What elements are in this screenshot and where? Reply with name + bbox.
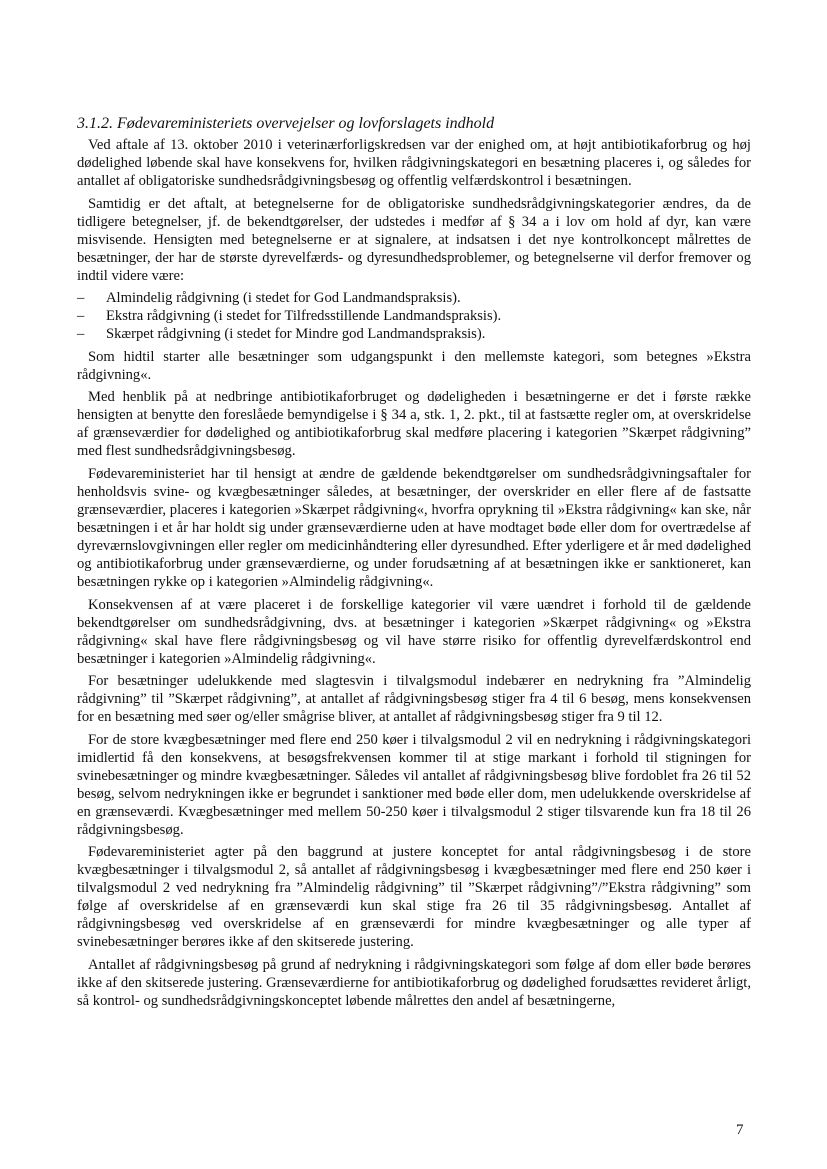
dash-bullet-icon: – [77, 326, 85, 343]
list-item-text: Ekstra rådgivning (i stedet for Tilfredsstillende Landmandspraksis). [106, 308, 502, 325]
list-item-text: Skærpet rådgivning (i stedet for Mindre god Landmandspraksis). [106, 326, 486, 343]
paragraph: For besætninger udelukkende med slagtesvin i tilvalgsmodul indebærer en nedrykning fra ”Almindelig rådgivning” til ”Skærpet rådgivning”, at antallet af rådgivningsbesøg stiger fra 4 til 6 besøg, mens konsekvensen for en besætning med søer og/eller smågrise bliver, at antallet af rådgivningsbesøg stiger fra 9 til 12. [77, 673, 751, 726]
document-page [77, 114, 751, 1015]
paragraph: For de store kvægbesætninger med flere end 250 køer i tilvalgsmodul 2 vil en nedrykning i rådgivningskategori imidlertid få den konsekvens, at besøgsfrekvensen kommer til at stige markant i forhold til stigningen for svinebesætninger og mindre kvægbesætninger. Således vil antallet af rådgivningsbesøg blive fordoblet fra 26 til 52 besøg, selvom nedrykningen ikke er begrundet i sanktioner med bøde eller dom, men udelukkende overskridelse af en grænseværdi. Kvægbesætninger med mellem 50-250 køer i tilvalgsmodul 2 stiger tilsvarende kun fra 18 til 26 rådgivningsbesøg. [77, 731, 751, 838]
list-item [77, 325, 751, 343]
page-number: 7 [736, 1122, 744, 1138]
paragraph: Som hidtil starter alle besætninger som udgangspunkt i den mellemste kategori, som betegnes »Ekstra rådgivning«. [77, 348, 751, 383]
list-item [77, 289, 751, 307]
paragraph: Ved aftale af 13. oktober 2010 i veterinærforligskredsen var der enighed om, at højt antibiotikaforbrug og høj dødelighed løbende skal have konsekvens for, hvilken rådgivningskategori en besætning placeres i, og således for antallet af obligatoriske sundhedsrådgivningsbesøg og offentlig velfærdskontrol i besætningen. [77, 137, 751, 189]
section-heading: 3.1.2. Fødevareministeriets overvejelser og lovforslagets indhold [77, 115, 495, 132]
category-list [77, 289, 751, 343]
dash-bullet-icon: – [77, 308, 85, 325]
list-item [77, 307, 751, 325]
paragraph: Antallet af rådgivningsbesøg på grund af nedrykning i rådgivningskategori som følge af dom eller bøde berøres ikke af den skitserede justering. Grænseværdierne for antibiotikaforbrug og dødelighed forudsættes revideret årligt, så kontrol- og sundhedsrådgivningskonceptet løbende målrettes den andel af besætningerne, [77, 956, 751, 1009]
list-item-text: Almindelig rådgivning (i stedet for God Landmandspraksis). [106, 290, 461, 307]
paragraph: Samtidig er det aftalt, at betegnelserne for de obligatoriske sundhedsrådgivningskategorier ændres, da de tidligere betegnelser, jf. de bekendtgørelser, der udstedes i medfør af § 34 a i lov om hold af dyr, kan være misvisende. Hensigten med betegnelserne er at signalere, at indsatsen i det nye kontrolkoncept målrettes de besætninger, der har de største dyrevelfærds- og dyresundhedsproblemer, og betegnelserne vil derfor fremover og indtil videre være: [77, 195, 751, 284]
paragraph: Konsekvensen af at være placeret i de forskellige kategorier vil være uændret i forhold til de gældende bekendtgørelser om sundhedsrådgivning, dvs. at besætninger i kategorien »Skærpet rådgivning« og »Ekstra rådgivning« skal have flere rådgivningsbesøg og vil have større risiko for offentlig dyrevelfærdskontrol end besætninger i kategorien »Almindelig rådgivning«. [77, 596, 751, 667]
paragraph: Med henblik på at nedbringe antibiotikaforbruget og dødeligheden i besætningerne er det i første række hensigten at benytte den foreslåede bemyndigelse i § 34 a, stk. 1, 2. pkt., til at fastsætte regler om, at overskridelse af grænseværdier for dødelighed og antibiotikaforbrug skal medføre placering i kategorien ”Skærpet rådgivning” med flest sundhedsrådgivningsbesøg. [77, 389, 751, 460]
paragraph: Fødevareministeriet agter på den baggrund at justere konceptet for antal rådgivningsbesøg i de store kvægbesætninger i tilvalgsmodul 2, så antallet af rådgivningsbesøg i kvægbesætninger med flere end 250 køer i tilvalgsmodul 2 ved nedrykning fra ”Almindelig rådgivning” til ”Skærpet rådgivning”/”Ekstra rådgivning” som følge af overskridelse af en grænseværdi kun skal stige fra 26 til 35 rådgivningsbesøg. Antallet af rådgivningsbesøg ved overskridelse af en grænseværdi for mindre kvægbesætninger og alle typer af svinebesætninger berøres ikke af den skitserede justering. [77, 844, 751, 951]
paragraph: Fødevareministeriet har til hensigt at ændre de gældende bekendtgørelser om sundhedsrådgivningsaftaler for henholdsvis svine- og kvægbesætninger således, at besætninger, der overskrider en eller flere af de fastsatte grænseværdier, placeres i kategorien »Skærpet rådgivning«, hvorfra oprykning til »Ekstra rådgivning« kan ske, når besætningen i et år har holdt sig under grænseværdierne uden at have modtaget bøde eller dom for overtrædelse af dyreværnslovgivningen eller regler om medicinhåndtering eller dyresundhed. Efter yderligere et år med dødelighed og antibiotikaforbrug under grænseværdierne, og under forudsætning af at besætningen ikke er sanktioneret, kan besætningen rykke op i kategorien »Almindelig rådgivning«. [77, 465, 751, 590]
dash-bullet-icon: – [77, 290, 85, 307]
